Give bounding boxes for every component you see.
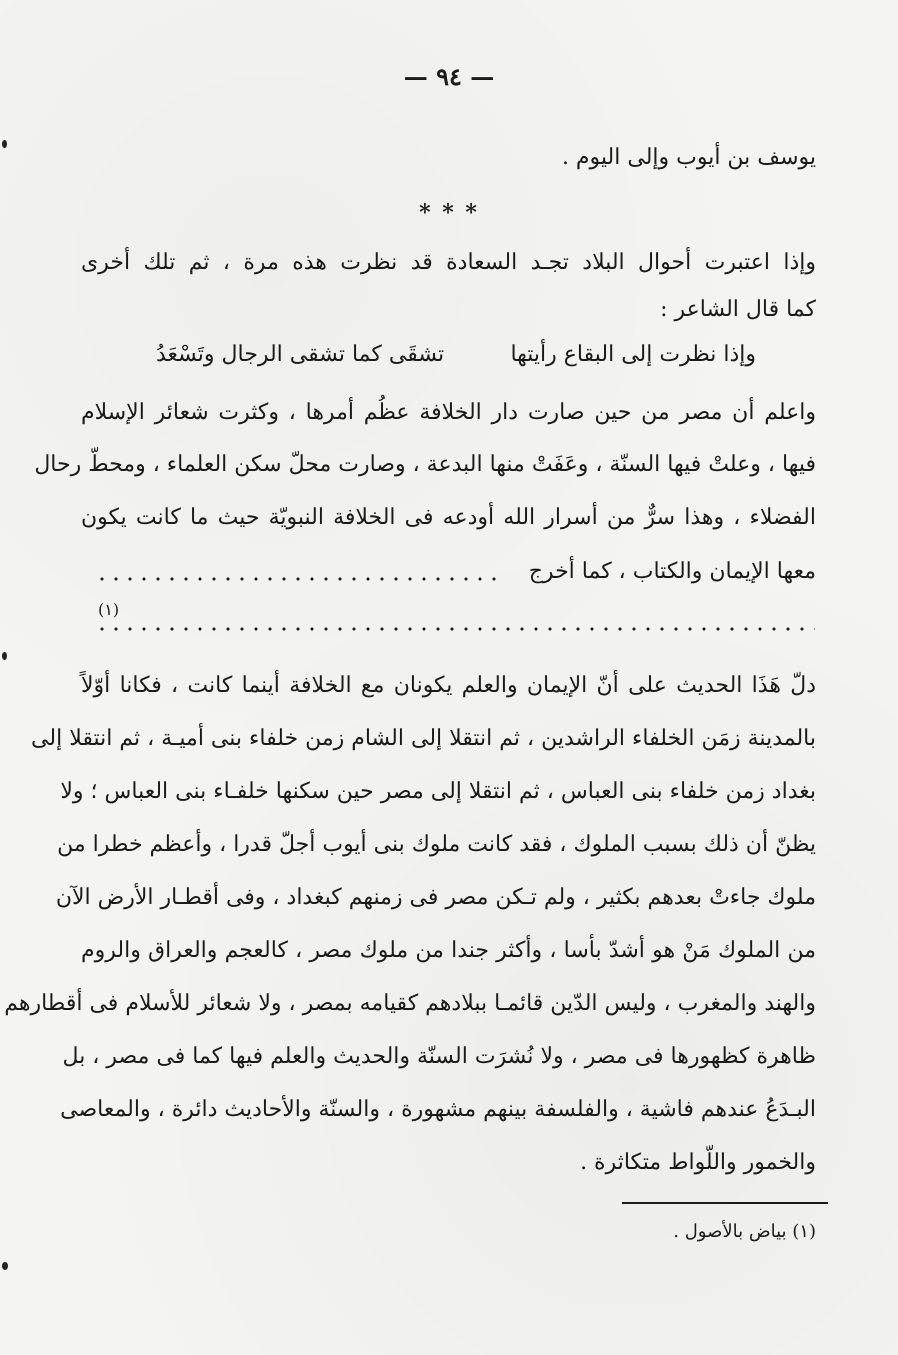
verse-second-half: تشقَى كما تشقى الرجال وتَسْعَدُ <box>156 342 445 367</box>
poetry-verse <box>156 337 756 373</box>
verse-first-half: وإذا نظرت إلى البقاع رأيتها <box>510 342 756 367</box>
ellipsis-dots <box>95 577 505 581</box>
text-line: البـدَعُ عندهم فاشية ، والفلسفة بينهم مشهورة ، والسنّة والأحاديث دائرة ، والمعاصى <box>60 1097 816 1122</box>
text-line: من الملوك مَنْ هو أشدّ بأسا ، وأكثر جندا من ملوك مصر ، كالعجم والعراق والروم <box>81 938 817 963</box>
text-line: دلّ هَذَا الحديث على أنّ الإيمان والعلم يكونان مع الخلافة أينما كانت ، فكانا أوّلاً <box>81 673 816 698</box>
footnote: (١) بياض بالأصول . <box>673 1221 816 1242</box>
text-line: فيها ، وعلتْ فيها السنّة ، وعَفَتْ منها البدعة ، وصارت محلّ سكن العلماء ، ومحطّ رحال <box>34 452 816 477</box>
text-line: معها الإيمان والكتاب ، كما أخرج <box>528 559 816 584</box>
text-line: واعلم أن مصر من حين صارت دار الخلافة عظُم أمرها ، وكثرت شعائر الإسلام <box>81 400 816 425</box>
section-separator: * * * <box>419 200 479 226</box>
text-line: يوسف بن أيوب وإلى اليوم . <box>561 145 816 170</box>
text-line: ظاهرة كظهورها فى مصر ، ولا نُشرَت السنّة والحديث والعلم فيها كما فى مصر ، بل <box>62 1044 816 1069</box>
scan-speck <box>2 652 7 660</box>
text-line: وإذا اعتبرت أحوال البلاد تجـد السعادة قد نظرت هذه مرة ، ثم تلك أخرى <box>81 250 816 275</box>
text-line: بغداد زمن خلفاء بنى العباس ، ثم انتقلا إلى مصر حين سكنها خلفـاء بنى العباس ؛ ولا <box>60 779 816 804</box>
ellipsis-dots-line <box>95 627 815 631</box>
text-line: ملوك جاءتْ بعدهم بكثير ، ولم تـكن مصر فى زمنهم كبغداد ، وفى أقطـار الأرض الآن <box>55 885 816 910</box>
page-number: — ٩٤ — <box>403 62 495 91</box>
text-line: والهند والمغرب ، وليس الدّين قائمـا ببلادهم كقيامه بمصر ، ولا شعائر للأسلام فى أقطارهم <box>4 991 816 1016</box>
footnote-marker: (١) <box>98 600 120 619</box>
text-line: بالمدينة زمَن الخلفاء الراشدين ، ثم انتقلا إلى الشام زمن خلفاء بنى أميـة ، ثم انتقلا إلى <box>31 726 816 751</box>
text-line: يظنّ أن ذلك بسبب الملوك ، فقد كانت ملوك بنى أيوب أجلّ قدرا ، وأعظم خطرا من <box>57 832 816 857</box>
scan-speck <box>2 140 7 148</box>
scan-speck <box>2 1262 8 1270</box>
text-line: كما قال الشاعر : <box>660 297 816 322</box>
footnote-rule <box>622 1202 828 1204</box>
text-line: الفضلاء ، وهذا سرٌّ من أسرار الله أودعه فى الخلافة النبويّة حيث ما كانت يكون <box>81 505 816 530</box>
text-line: والخمور واللّواط متكاثرة . <box>580 1150 816 1175</box>
